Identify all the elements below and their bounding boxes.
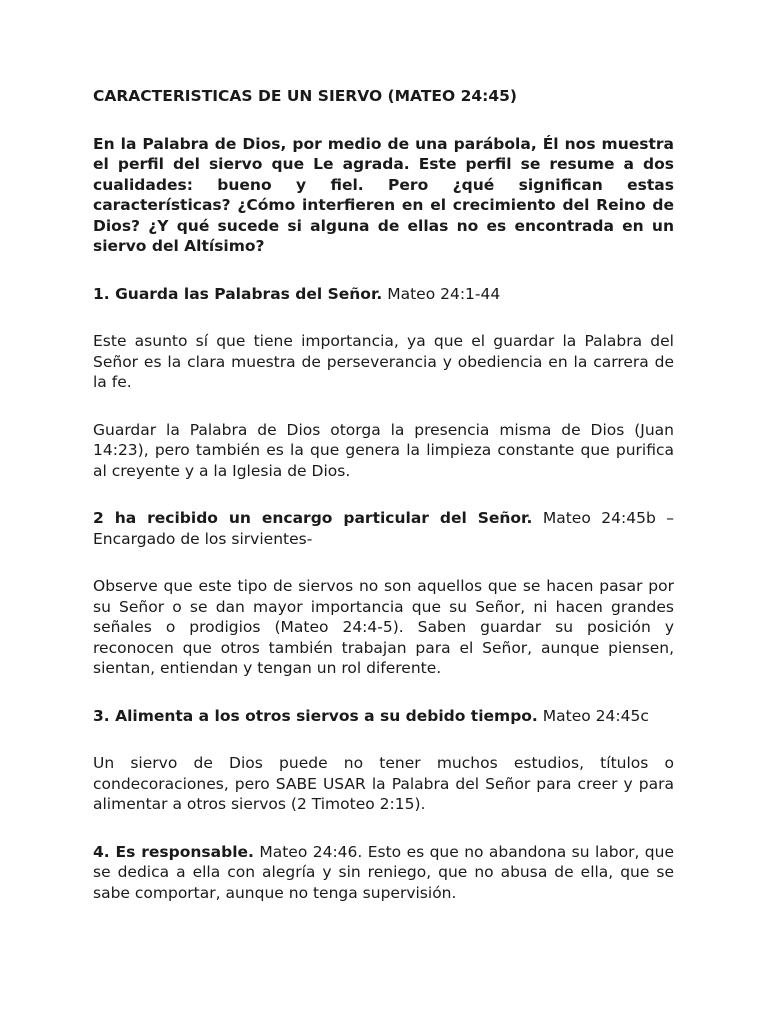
section-3-title: 3. Alimenta a los otros siervos a su debido tiempo. [93,706,538,725]
document-title: CARACTERISTICAS DE UN SIERVO (MATEO 24:45) [93,87,517,105]
section-1-title: 1. Guarda las Palabras del Señor. [93,284,383,303]
section-3-heading [93,706,674,727]
section-3-reference: Mateo 24:45c [537,706,649,725]
section-2-heading [93,508,674,549]
section-2-title: 2 ha recibido un encargo particular del Señor. [93,509,533,527]
section-2-reference: Mateo 24:45b – Encargado de los sirvientes- [93,509,674,548]
section-1-paragraph-2: Guardar la Palabra de Dios otorga la presencia misma de Dios (Juan 14:23), pero también es la que genera la limpieza constante que purifica al creyente y a la Iglesia de Dios. [93,420,674,480]
section-4-heading [93,842,674,904]
section-1-heading [93,284,674,305]
document-page [93,86,674,930]
section-4-title: 4. Es responsable. [93,842,254,861]
section-2-paragraph-1: Observe que este tipo de siervos no son aquellos que se hacen pasar por su Señor o se dan mayor importancia que su Señor, ni hacen grandes señales o prodigios (Mateo 24:4-5). Saben guardar su posición y reconocen que otros también trabajan para el Señor, aunque piensen, sientan, entiendan y tengan un rol diferente. [93,577,674,677]
section-1-reference: Mateo 24:1-44 [382,284,501,303]
section-3-paragraph-1: Un siervo de Dios puede no tener muchos estudios, títulos o condecoraciones, pero SABE USAR la Palabra del Señor para creer y para alimentar a otros siervos (2 Timoteo 2:15). [93,754,674,813]
section-1-paragraph-1: Este asunto sí que tiene importancia, ya que el guardar la Palabra del Señor es la clara muestra de perseverancia y obediencia en la carrera de la fe. [93,332,674,391]
intro-paragraph: En la Palabra de Dios, por medio de una parábola, Él nos muestra el perfil del siervo que Le agrada. Este perfil se resume a dos cualidades: bueno y fiel. Pero ¿qué significan estas características? ¿Cómo interfieren en el crecimiento del Reino de Dios? ¿Y qué sucede si alguna de ellas no es encontrada en un siervo del Altísimo? [93,134,674,255]
section-4-reference: Mateo 24:46. Esto es que no abandona su labor, que se dedica a ella con alegría y sin reniego, que no abusa de ella, que se sabe comportar, aunque no tenga supervisión. [93,842,674,902]
